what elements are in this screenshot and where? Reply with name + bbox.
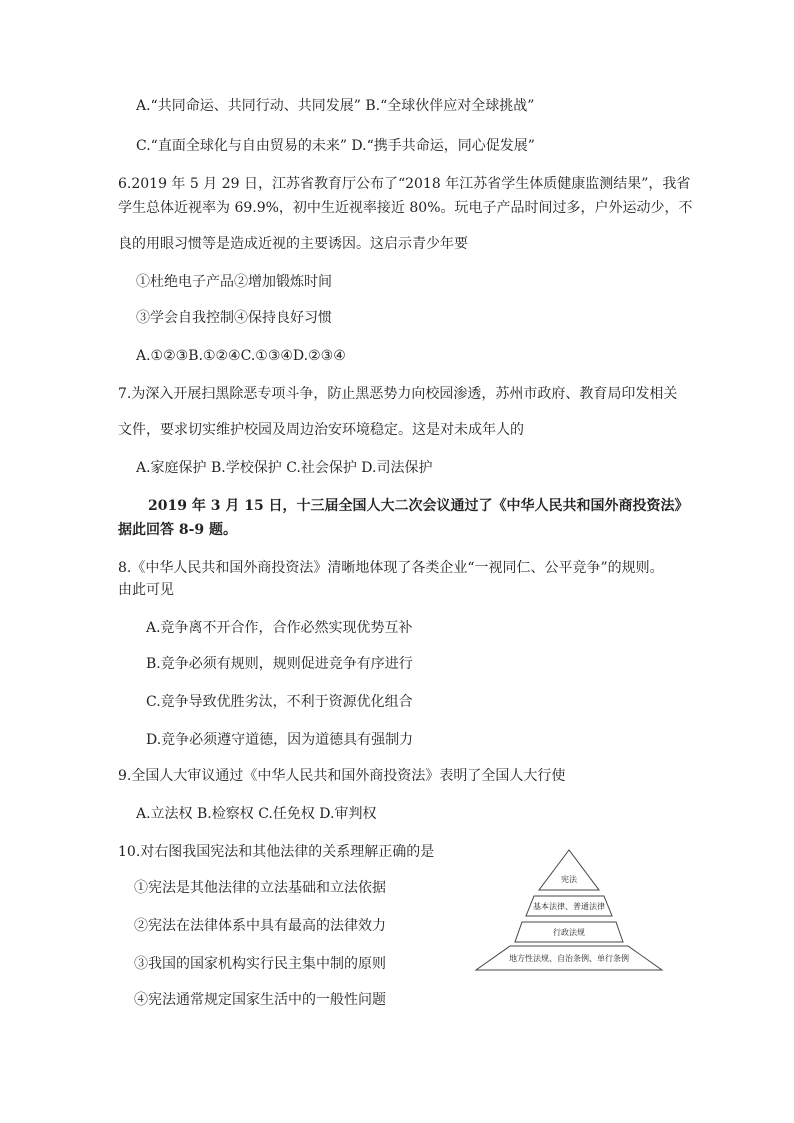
q8-stem-line1: 8.《中华人民共和国外商投资法》清晰地体现了各类企业“一视同仁、公平竞争”的规则。	[118, 560, 664, 576]
pyramid-level-1-shape	[539, 850, 599, 890]
q6-items-line2: ③学会自我控制④保持良好习惯	[136, 310, 332, 326]
q7-stem-line1: 7.为深入开展扫黑除恶专项斗争，防止黑恶势力向校园渗透，苏州市政府、教育局印发相关	[118, 386, 678, 402]
pyramid-level-2-label: 基本法律、普通法律	[533, 902, 605, 911]
q10-item3: ③我国的国家机构实行民主集中制的原则	[134, 956, 386, 972]
intro-line1: 2019 年 3 月 15 日，十三届全国人大二次会议通过了《中华人民共和国外商投资法》	[148, 498, 689, 514]
q8-option-d: D.竞争必须遵守道德，因为道德具有强制力	[146, 732, 414, 748]
q8-option-a: A.竞争离不开合作，合作必然实现优势互补	[146, 620, 413, 636]
q8-option-c: C.竞争导致优胜劣汰，不利于资源优化组合	[146, 694, 413, 710]
q8-stem-line2: 由此可见	[118, 582, 174, 598]
q10-item1: ①宪法是其他法律的立法基础和立法依据	[134, 880, 386, 896]
intro-line2: 据此回答 8-9 题。	[118, 522, 238, 538]
pyramid-level-4-label: 地方性法规、自治条例、单行条例	[509, 954, 629, 963]
q7-options: A.家庭保护 B.学校保护 C.社会保护 D.司法保护	[136, 460, 433, 476]
q6-items-line1: ①杜绝电子产品②增加锻炼时间	[136, 274, 332, 290]
pyramid-level-1-label: 宪法	[561, 875, 577, 884]
pyramid-level-3-label: 行政法规	[553, 928, 585, 937]
q9-options: A.立法权 B.检察权 C.任免权 D.审判权	[136, 806, 377, 822]
q8-option-b: B.竞争必须有规则，规则促进竞争有序进行	[146, 656, 413, 672]
q10-item2: ②宪法在法律体系中具有最高的法律效力	[134, 918, 386, 934]
q5-options-ab: A.“共同命运、共同行动、共同发展” B.“全球伙伴应对全球挑战”	[136, 98, 535, 114]
q6-stem-line1: 6.2019 年 5 月 29 日，江苏省教育厅公布了“2018 年江苏省学生体质健康监测结果”，我省	[118, 176, 691, 192]
q7-stem-line2: 文件，要求切实维护校园及周边治安环境稳定。这是对未成年人的	[118, 422, 524, 438]
law-hierarchy-pyramid	[470, 848, 666, 974]
q6-stem-line2: 学生总体近视率为 69.9%，初中生近视率接近 80%。玩电子产品时间过多，户外运动少，不	[118, 200, 693, 216]
q9-stem: 9.全国人大审议通过《中华人民共和国外商投资法》表明了全国人大行使	[118, 768, 566, 784]
q5-options-cd: C.“直面全球化与自由贸易的未来” D.“携手共命运，同心促发展”	[136, 138, 535, 154]
q6-options: A.①②③B.①②④C.①③④D.②③④	[136, 348, 346, 364]
q10-stem: 10.对右图我国宪法和其他法律的关系理解正确的是	[118, 844, 435, 860]
q10-item4: ④宪法通常规定国家生活中的一般性问题	[134, 992, 386, 1008]
q6-stem-line3: 良的用眼习惯等是造成近视的主要诱因。这启示青少年要	[118, 236, 468, 252]
